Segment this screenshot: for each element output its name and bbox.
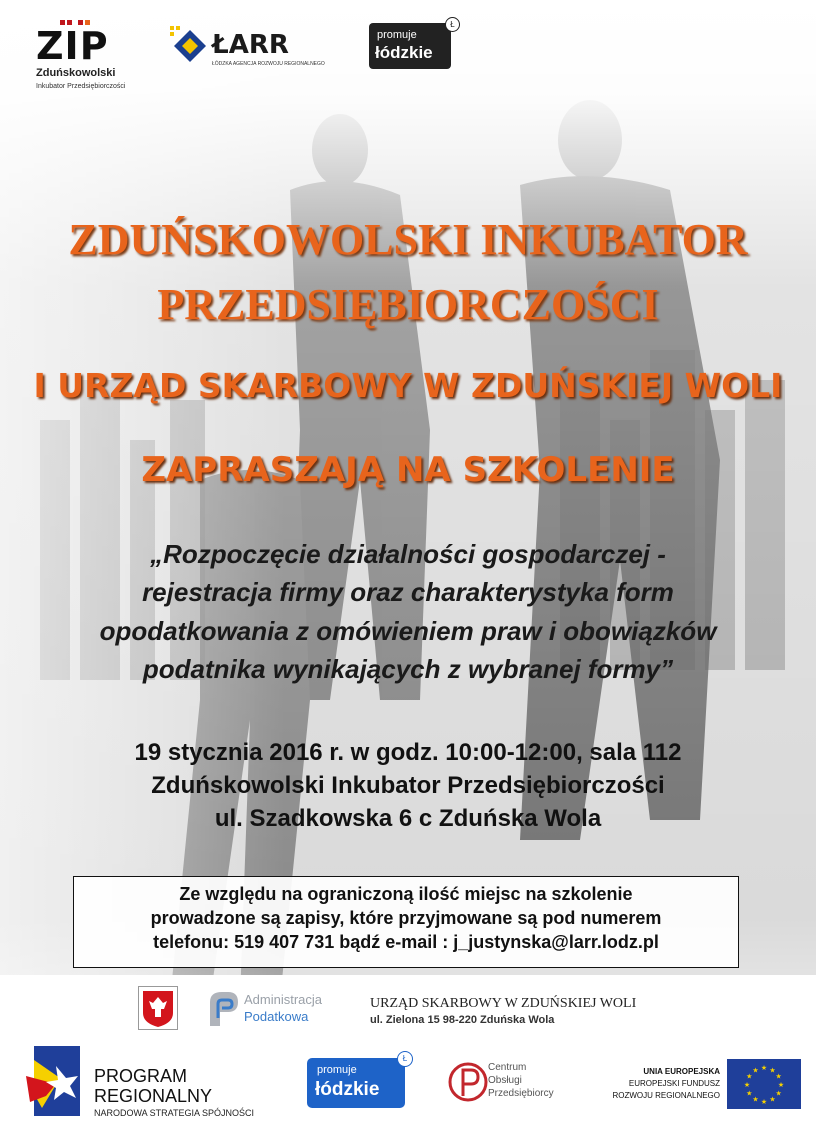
program-line1: PROGRAM xyxy=(94,1066,188,1086)
promuje-bottom-line1: promuje xyxy=(317,1064,357,1076)
program-line2: REGIONALNY xyxy=(94,1086,213,1106)
promuje-lodzkie-logo-top xyxy=(369,20,455,69)
administracja-podatkowa-icon xyxy=(206,988,242,1028)
svg-text:★: ★ xyxy=(775,1072,782,1081)
topic-line3: opodatkowania z omówieniem praw i obowiązków xyxy=(99,616,717,646)
cop-logo xyxy=(448,1058,578,1108)
promuje-bottom-line2: łódzkie xyxy=(315,1079,380,1100)
eu-fund-text xyxy=(596,1066,720,1102)
zip-logo-line2: Inkubator Przedsiębiorczości xyxy=(36,83,126,90)
admin-line1: Administracja xyxy=(244,992,323,1007)
zip-logo-line1: Zduńskowolski xyxy=(36,67,116,79)
tax-office-name: URZĄD SKARBOWY W ZDUŃSKIEJ WOLI xyxy=(370,996,637,1011)
cop-line1: Centrum xyxy=(488,1062,527,1073)
headline-line3: I URZĄD SKARBOWY W ZDUŃSKIEJ WOLI xyxy=(33,366,783,405)
cop-p-icon xyxy=(448,1058,488,1106)
notice-line2: prowadzone są zapisy, które przyjmowane są pod numerem xyxy=(150,908,662,928)
zip-logo xyxy=(36,20,136,95)
promuje-lodzkie-logo-bottom xyxy=(307,1054,408,1108)
svg-text:★: ★ xyxy=(746,1089,753,1098)
larr-logo-name: ŁARR xyxy=(212,30,289,60)
headline-line2: PRZEDSIĘBIORCZOŚCI xyxy=(157,280,659,329)
event-venue: Zduńskowolski Inkubator Przedsiębiorczości xyxy=(151,772,665,799)
eu-line2: EUROPEJSKI FUNDUSZ xyxy=(628,1079,720,1088)
zip-logo-name: ZIP xyxy=(36,24,109,68)
program-regionalny-logo xyxy=(26,1046,286,1121)
larr-logo-subtitle: ŁÓDZKA AGENCJA ROZWOJU REGIONALNEGO xyxy=(212,61,325,67)
svg-text:★: ★ xyxy=(752,1066,759,1075)
cop-line2: Obsługi xyxy=(488,1075,522,1086)
poland-emblem xyxy=(138,986,178,1030)
topic-line2: rejestracja firmy oraz charakterystyka form xyxy=(142,577,674,607)
svg-text:★: ★ xyxy=(760,1098,768,1106)
admin-line2: Podatkowa xyxy=(244,1009,309,1024)
nss-star-icon xyxy=(26,1046,82,1116)
headline-line1: ZDUŃSKOWOLSKI INKUBATOR xyxy=(68,215,748,264)
eu-flag xyxy=(727,1059,801,1109)
eagle-emblem-icon xyxy=(139,987,177,1029)
topic-line1: „Rozpoczęcie działalności gospodarczej - xyxy=(150,539,666,569)
svg-text:★: ★ xyxy=(769,1066,776,1075)
promuje-top-line2: łódzkie xyxy=(375,43,433,62)
notice-line1: Ze względu na ograniczoną ilość miejsc na szkolenie xyxy=(179,884,633,904)
headline-line4: ZAPRASZAJĄ NA SZKOLENIE xyxy=(141,450,675,490)
promuje-top-mark: Ł xyxy=(445,17,460,32)
promuje-top-line1: promuje xyxy=(377,29,417,41)
event-date-time: 19 stycznia 2016 r. w godz. 10:00-12:00, sala 112 xyxy=(134,739,682,766)
administracja-podatkowa-logo xyxy=(206,988,346,1030)
svg-text:★: ★ xyxy=(777,1081,785,1089)
eu-line3: ROZWOJU REGIONALNEGO xyxy=(612,1091,720,1100)
eu-line1: UNIA EUROPEJSKA xyxy=(643,1067,720,1076)
notice-line3: telefonu: 519 407 731 bądź e-mail : j_justynska@larr.lodz.pl xyxy=(153,932,659,952)
svg-text:★: ★ xyxy=(760,1064,768,1072)
registration-notice xyxy=(73,876,739,968)
larr-logo-icon xyxy=(168,24,212,68)
svg-text:★: ★ xyxy=(743,1081,751,1089)
svg-text:★: ★ xyxy=(746,1072,753,1081)
topic-line4: podatnika wynikających z wybranej formy” xyxy=(142,654,674,684)
tax-office-address: ul. Zielona 15 98-220 Zduńska Wola xyxy=(370,1014,555,1026)
svg-text:★: ★ xyxy=(769,1095,776,1104)
program-line3: NARODOWA STRATEGIA SPÓJNOŚCI xyxy=(94,1108,255,1118)
eu-flag-icon xyxy=(727,1059,801,1109)
svg-text:★: ★ xyxy=(775,1089,782,1098)
larr-logo xyxy=(168,22,328,72)
promuje-bottom-mark: Ł xyxy=(397,1051,413,1067)
event-address: ul. Szadkowska 6 c Zduńska Wola xyxy=(214,805,602,832)
cop-line3: Przedsiębiorcy xyxy=(488,1088,554,1099)
svg-text:★: ★ xyxy=(752,1095,759,1104)
